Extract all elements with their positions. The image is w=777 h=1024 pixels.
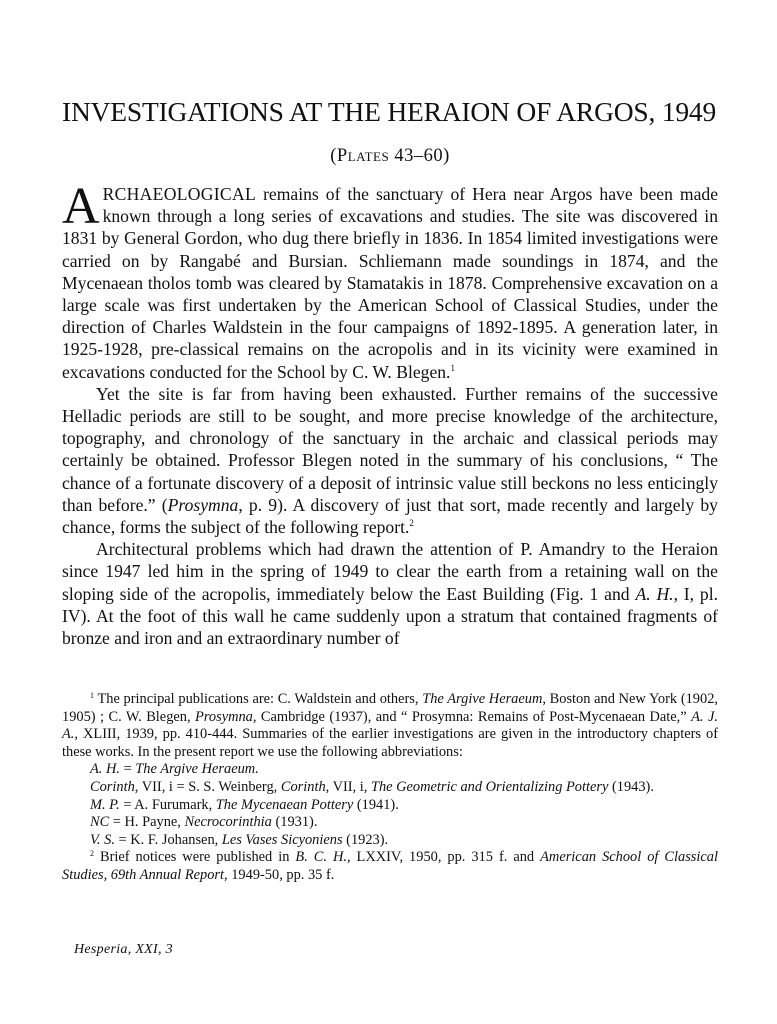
paragraph-2 bbox=[62, 383, 718, 538]
footnote-2-number: 2 bbox=[90, 849, 94, 859]
paragraph-3-text-b: , I, pl. IV). At the foot of this wall he came suddenly upon a stratum that contained fragments of bronze and iron and an extraordinary number of bbox=[62, 583, 718, 649]
paragraph-3-italic: A. H. bbox=[635, 583, 674, 604]
paragraph-1 bbox=[62, 178, 719, 383]
abbrev-item bbox=[62, 814, 718, 832]
footnote-ref-1[interactable]: 1 bbox=[450, 362, 455, 373]
footnote-2-italic-b: B. C. H. bbox=[295, 849, 347, 866]
footnote-1-italic-f: A. J. A. bbox=[62, 708, 718, 743]
footnote-1-italic-b: The Argive Heraeum bbox=[422, 691, 543, 707]
abbrev-item bbox=[62, 832, 718, 850]
footnote-1-text-c: , Boston and New York (1902, 1905) ; C. W. Blegen, bbox=[62, 691, 718, 725]
abbrev-value-italic: The Geometric and Orientalizing Pottery bbox=[370, 778, 609, 795]
abbrev-key: M. P. bbox=[90, 796, 120, 813]
footnote-2-text-a: Brief notices were published in bbox=[100, 849, 290, 866]
footnote-1-text-g: , XLIII, 1939, pp. 410-444. Summaries of the earlier investigations are given in the introductory chapters of these works. In the present report we use the following abbreviations: bbox=[62, 726, 718, 760]
footnote-2-text-c: , LXXIV, 1950, pp. 315 f. and bbox=[346, 849, 535, 866]
paragraph-2-text-b: , p. 9). A discovery of just that sort, made recently and largely by chance, forms the subject of the following report. bbox=[62, 494, 718, 538]
abbrev-value-text: , VII, i, bbox=[325, 778, 371, 795]
footnote-ref-2[interactable]: 2 bbox=[409, 518, 414, 529]
abbrev-value: Corinth bbox=[280, 778, 326, 795]
footnote-1-text-e: , Cambridge (1937), and “ Prosymna: Remains of Post-Mycenaean Date,” bbox=[252, 708, 687, 725]
abbrev-value: Necrocorinthia bbox=[184, 814, 272, 831]
footnotes bbox=[62, 691, 718, 885]
footnote-1 bbox=[62, 691, 718, 761]
abbrev-separator: = A. Furumark, bbox=[119, 796, 216, 813]
footnote-2-text-e: , 1949-50, pp. 35 f. bbox=[224, 866, 335, 883]
opening-caps: RCHAEOLOGICAL bbox=[102, 184, 257, 204]
abbrev-separator: = bbox=[119, 761, 136, 778]
abbrev-item bbox=[62, 797, 718, 815]
footnote-1-number: 1 bbox=[90, 691, 94, 700]
abbrev-key: NC bbox=[90, 814, 110, 831]
abbrev-item bbox=[62, 761, 718, 779]
plates-open-paren: ( bbox=[330, 146, 337, 166]
footnote-1-text-a: The principal publications are: C. Waldstein and others, bbox=[97, 691, 419, 707]
abbrev-value: The Argive Heraeum. bbox=[135, 761, 259, 778]
plates-reference bbox=[62, 146, 718, 167]
article-title: INVESTIGATIONS AT THE HERAION OF ARGOS, 1949 bbox=[62, 96, 717, 127]
plates-range: 43–60) bbox=[394, 146, 450, 166]
footnote-1-italic-d: Prosymna bbox=[195, 708, 253, 725]
abbrev-value: The Mycenaean Pottery bbox=[215, 796, 354, 813]
paragraph-2-text-a: Yet the site is far from having been exhausted. Further remains of the successive Helladic periods are still to be sought, and more precise knowledge of the architecture, topography, and chronology of the sanctuary in the archaic and classical periods may certainly be obtained. Professor Blegen noted in the summary of his conclusions, “ The chance of a fortunate discovery of a deposit of intrinsic value still beckons no less enticingly than before.” ( bbox=[62, 383, 718, 515]
paragraph-2-italic: Prosymna bbox=[167, 494, 239, 515]
plates-label: Plates bbox=[336, 146, 390, 166]
article-body bbox=[62, 178, 719, 649]
abbrev-key: A. H. bbox=[90, 761, 120, 778]
abbrev-key: Corinth bbox=[90, 778, 135, 795]
abbrev-value: Les Vases Sicyoniens bbox=[221, 831, 343, 848]
journal-footer: Hesperia, XXI, 3 bbox=[74, 942, 173, 957]
paragraph-3 bbox=[62, 538, 718, 649]
abbrev-item bbox=[62, 779, 718, 797]
abbrev-separator: = K. F. Johansen, bbox=[114, 831, 222, 848]
abbrev-separator: = S. S. Weinberg, bbox=[172, 778, 281, 795]
abbrev-value-text: (1931). bbox=[271, 814, 318, 831]
abbrev-key: V. S. bbox=[90, 831, 115, 848]
paragraph-3-text-a: Architectural problems which had drawn the attention of P. Amandry to the Heraion since 1947 led him in the spring of 1949 to clear the earth from a retaining wall on the sloping side of the acropolis, immediately below the East Building (Fig. 1 and bbox=[62, 539, 718, 604]
abbrev-value-text: (1941). bbox=[353, 796, 399, 813]
footnote-2-italic-d: American School of Classical Studies, 69th Annual Report bbox=[62, 849, 718, 883]
abbrev-key-suffix: , VII, i bbox=[134, 778, 173, 795]
footnote-2 bbox=[62, 849, 718, 884]
abbrev-value-text: (1923). bbox=[342, 831, 389, 848]
drop-cap: A bbox=[62, 178, 100, 235]
paragraph-1-text: remains of the sanctuary of Hera near Argos have been made known through a long series of excavations and studies. The site was discovered in 1831 by General Gordon, who dug there briefly in 1836. In 1854 limited investigations were carried on by Rangabé and Bursian. Schliemann made soundings in 1874, and the Mycenaean tholos tomb was cleared by Stamatakis in 1878. Comprehensive excavation on a large scale was first undertaken by the American School of Classical Studies, under the direction of Charles Waldstein in the four campaigns of 1892-1895. A generation later, in 1925-1928, pre-classical remains on the acropolis and in its vicinity were examined in excavations conducted for the School by C. W. Blegen. bbox=[62, 184, 719, 382]
abbrev-value-text: (1943). bbox=[608, 778, 654, 795]
abbrev-separator: = H. Payne, bbox=[109, 814, 185, 831]
